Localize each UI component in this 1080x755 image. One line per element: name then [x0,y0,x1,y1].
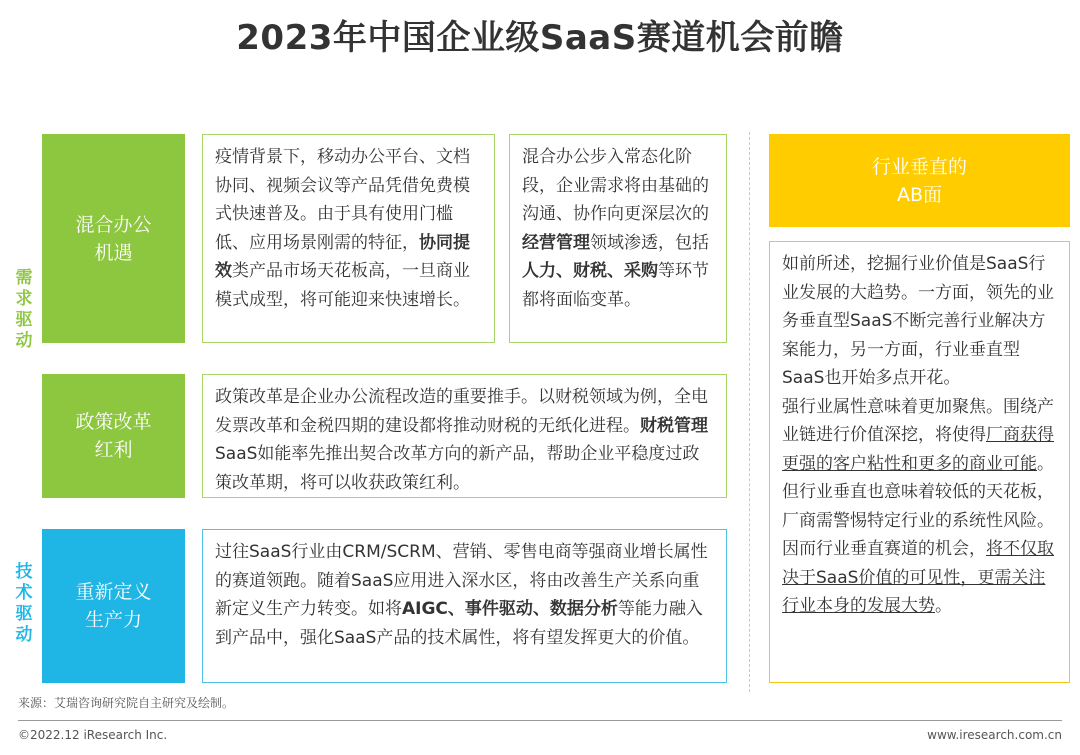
dashed-divider [749,132,750,692]
bold-run: 经营管理 [522,232,590,253]
website-link[interactable]: www.iresearch.com.cn [927,728,1062,742]
source-note: 来源：艾瑞咨询研究院自主研究及绘制。 [18,696,235,710]
vertical-header [769,134,1070,227]
text-box-productivity [202,529,727,683]
category-hybrid-office [42,134,185,343]
text-run: 。但行业垂直也意味着较低的天花板，厂商需警惕特定行业的系统性风险。因而行业垂直赛道的机会， [782,453,1054,559]
footer-divider [18,720,1062,721]
side-label-tech-driven: 技术驱动 [15,562,33,645]
text-run: 。 [935,596,952,616]
text-run: 政策改革是企业办公流程改造的重要推手。以财税领域为例，全电发票改革和金税四期的建设都将推动财税的无纸化进程。 [215,387,708,436]
category-productivity [42,529,185,683]
category-policy-reform-label: 政策改革 红利 [75,411,152,461]
bold-run: 协同提效 [215,232,470,281]
text-run: 混合办公步入常态化阶段，企业需求将由基础的沟通、协作向更深层次的 [522,147,709,224]
text-run: 等能力融入到产品中，强化SaaS产品的技术属性，将有望发挥更大的价值。 [215,599,703,648]
category-productivity-label: 重新定义 生产力 [75,581,152,631]
text-run: 等环节都将面临变革。 [522,261,709,310]
text-run: 过往SaaS行业由CRM/SCRM、营销、零售电商等强商业增长属性的赛道领跑。随着SaaS应用进入深水区，将由改善生产关系向重新定义生产力转变。如将 [215,542,708,619]
text-box-hybrid-left [202,134,495,343]
text-run: 强行业属性意味着更加聚焦。围绕产业链进行价值深挖，将使得 [782,396,1054,445]
text-run: 如前所述，挖掘行业价值是SaaS行业发展的大趋势。一方面，领先的业务垂直型SaaS不断完善行业解决方案能力，另一方面，行业垂直型SaaS也开始多点开花。 [782,254,1054,388]
underlined-run: 厂商获得更强的客户粘性和更多的商业可能 [782,425,1054,474]
bold-run: 人力、财税、采购 [522,261,658,281]
text-run: 类产品市场天花板高，一旦商业模式成型，将可能迎来快速增长。 [215,261,470,310]
underlined-run: 将不仅取决于SaaS价值的可见性，更需关注行业本身的发展大势 [782,539,1054,616]
side-label-demand-driven: 需求驱动 [15,268,33,351]
page-title: 2023年中国企业级SaaS赛道机会前瞻 [236,18,844,58]
bold-run: 财税管理 [640,415,708,436]
text-run: SaaS如能率先推出契合改革方向的新产品，帮助企业平稳度过政策改革期，将可以收获政策红利。 [215,444,700,493]
text-box-hybrid-right [509,134,727,343]
text-run: 疫情背景下，移动办公平台、文档协同、视频会议等产品凭借免费模式快速普及。由于具有使用门槛低、应用场景刚需的特征， [215,147,470,253]
text-box-policy [202,374,727,498]
category-hybrid-office-label: 混合办公 机遇 [75,213,152,264]
text-run: 领域渗透，包括 [590,232,709,253]
bold-run: AIGC、事件驱动、数据分析 [402,599,618,619]
vertical-header-label: 行业垂直的 AB面 [871,155,967,206]
text-box-vertical [769,241,1070,683]
category-policy-reform [42,374,185,498]
copyright-text: ©2022.12 iResearch Inc. [18,728,168,742]
